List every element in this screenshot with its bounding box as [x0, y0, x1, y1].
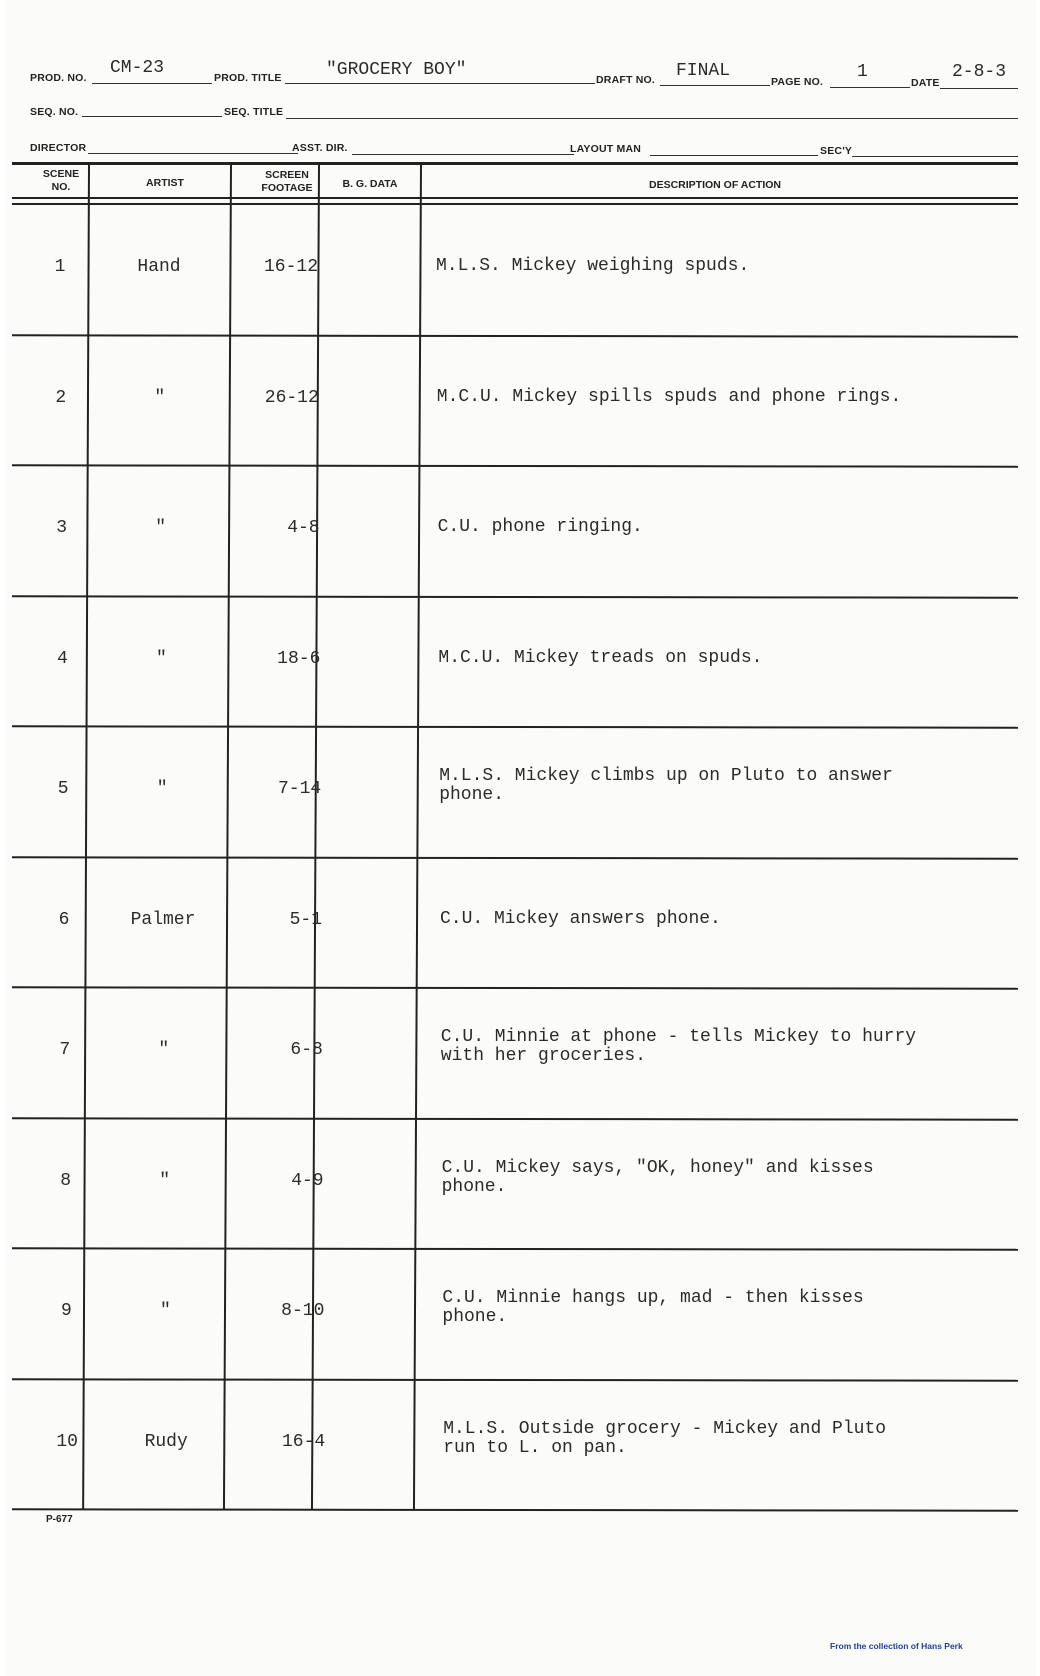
description-cell: C.U. Minnie hangs up, mad - then kisses phone. [442, 1288, 864, 1328]
artist-cell: Palmer [130, 909, 196, 930]
footage-cell: 7-14 [277, 779, 322, 800]
footage-cell: 4-8 [287, 518, 320, 539]
artist-cell: " [155, 518, 166, 539]
draft-no-label: DRAFT NO. [596, 74, 655, 86]
header-rule-1 [12, 197, 1018, 199]
footage-cell: 8-10 [281, 1301, 325, 1322]
description-cell: M.L.S. Outside grocery - Mickey and Pluto run to L. on pan. [443, 1418, 887, 1458]
director-label: DIRECTOR [30, 142, 87, 154]
description-cell: C.U. Minnie at phone - tells Mickey to hurry with her groceries. [440, 1027, 917, 1067]
prod-title-label: PROD. TITLE [214, 72, 282, 84]
table-row [0, 1120, 1040, 1251]
date-underline [940, 88, 1018, 89]
artist-cell: " [158, 1040, 170, 1061]
artist-cell: " [154, 387, 166, 408]
col-artist: ARTIST [146, 177, 184, 189]
secy-underline [852, 156, 1018, 157]
scene-no-cell: 8 [60, 1170, 71, 1191]
description-cell: C.U. phone ringing. [437, 517, 643, 538]
table-row [0, 728, 1040, 859]
scene-no-cell: 3 [56, 518, 67, 539]
description-cell: C.U. Mickey says, "OK, honey" and kisses phone. [441, 1157, 874, 1197]
footage-cell: 16-12 [263, 257, 318, 278]
table-row [0, 1381, 1040, 1512]
footage-cell: 6-8 [290, 1040, 323, 1061]
scene-no-cell: 6 [58, 909, 70, 930]
table-row [0, 1250, 1040, 1381]
page-no-label: PAGE NO. [771, 76, 824, 88]
scene-no-cell: 4 [56, 648, 68, 669]
table-row [0, 467, 1040, 598]
description-cell: M.L.S. Mickey climbs up on Pluto to answer phone. [439, 766, 893, 806]
col-bg-data: B. G. DATA [342, 178, 398, 190]
artist-cell: " [159, 1170, 170, 1191]
date-value: 2-8-3 [952, 62, 1007, 82]
scene-no-cell: 2 [55, 387, 67, 408]
table-row [0, 859, 1040, 990]
seq-no-label: SEQ. NO. [30, 106, 79, 118]
table-row [0, 989, 1040, 1120]
description-cell: C.U. Mickey answers phone. [440, 908, 721, 929]
footage-cell: 18-6 [277, 648, 321, 669]
asst-dir-underline [352, 154, 574, 155]
col-screen-footage: SCREEN FOOTAGE [261, 169, 313, 194]
scene-no-cell: 9 [60, 1301, 72, 1322]
scene-no-cell: 5 [57, 779, 69, 800]
header-rule-2 [12, 203, 1018, 205]
seq-no-underline [82, 116, 222, 117]
draft-no-underline [660, 85, 770, 86]
asst-dir-label: ASST. DIR. [292, 142, 348, 154]
description-cell: M.C.U. Mickey treads on spuds. [438, 647, 763, 668]
form-code: P-677 [46, 1514, 73, 1525]
seq-title-label: SEQ. TITLE [224, 106, 284, 118]
prod-no-value: CM-23 [110, 58, 165, 78]
date-label: DATE [911, 77, 940, 89]
scene-no-cell: 7 [59, 1040, 71, 1061]
table-top-rule [12, 162, 1018, 165]
prod-no-label: PROD. NO. [30, 72, 87, 84]
table-row [0, 598, 1040, 729]
footage-cell: 16-4 [281, 1431, 326, 1452]
scene-no-cell: 1 [54, 257, 66, 278]
description-cell: M.L.S. Mickey weighing spuds. [436, 256, 750, 277]
artist-cell: Rudy [144, 1431, 188, 1452]
secy-label: SEC'Y [820, 145, 853, 157]
footage-cell: 26-12 [264, 387, 319, 408]
prod-title-underline [285, 83, 595, 84]
seq-title-underline [286, 118, 1018, 119]
prod-title-value: "GROCERY BOY" [326, 60, 467, 80]
artist-cell: " [156, 779, 168, 800]
scene-no-cell: 10 [56, 1431, 78, 1452]
col-description: DESCRIPTION OF ACTION [648, 179, 782, 191]
col-scene-no: SCENE NO. [42, 168, 80, 193]
artist-cell: " [155, 648, 167, 669]
page-no-underline [830, 87, 910, 88]
artist-cell: Hand [137, 257, 181, 278]
table-row [0, 206, 1040, 337]
prod-no-underline [92, 83, 212, 84]
layout-man-underline [650, 155, 818, 156]
footage-cell: 4-9 [291, 1170, 324, 1191]
table-row [0, 337, 1040, 468]
footage-cell: 5-1 [289, 909, 322, 930]
description-cell: M.C.U. Mickey spills spuds and phone rings. [436, 386, 902, 407]
director-underline [88, 153, 298, 154]
page-no-value: 1 [857, 62, 868, 82]
layout-man-label: LAYOUT MAN [570, 143, 642, 155]
artist-cell: " [159, 1301, 171, 1322]
collection-credit: From the collection of Hans Perk [830, 1641, 963, 1651]
draft-no-value: FINAL [676, 61, 731, 81]
